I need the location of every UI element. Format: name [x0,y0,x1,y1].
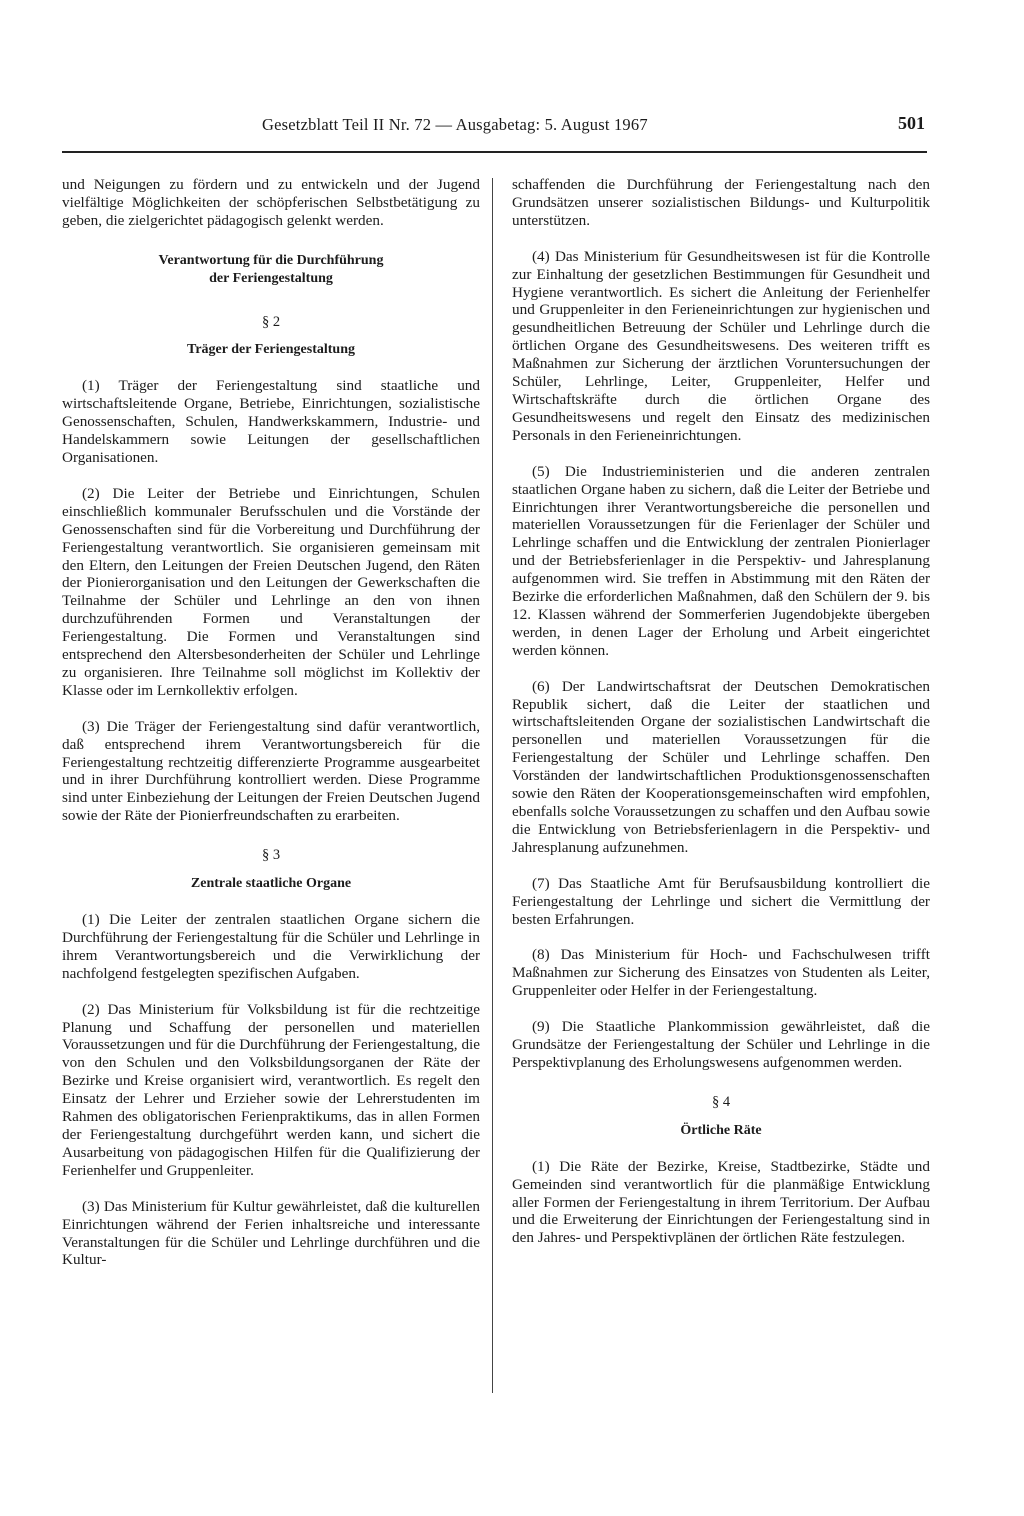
paragraph-3-2: (2) Das Ministerium für Volksbildung ist für die rechtzeitige Planung und Schaffung der personellen und materiellen Voraussetzungen und für die Durchführung der Feriengestaltung, die von den Schulen und den Volksbildungsorganen der Räte der Bezirke und Kreise organisiert wird, verantwortlich. Es regelt den Einsatz der Lehrer und Erzieher sowie der Lehrerstudenten im Rahmen des obligatorischen Ferienpraktikums, das in allen Formen der Feriengestaltung durchgeführt werden kann, und sichert die Ausarbeitung von pädagogischen Hilfen für die Qualifizierung der Ferienhelfer und Gruppenleiter. [62,1000,480,1179]
paragraph-3-3: (3) Das Ministerium für Kultur gewährleistet, daß die kulturellen Einrichtungen während der Ferien inhaltsreiche und interessante Veranstaltungen für die Schüler und Lehrlinge durchführen und die Kultur- [62,1197,480,1269]
paragraph-3-7: (7) Das Staatliche Amt für Berufsausbildung kontrolliert die Feriengestaltung der Lehrlinge und sichert die Vermittlung der besten Erfahrungen. [512,874,930,928]
paragraph-3-9: (9) Die Staatliche Plankommission gewährleistet, daß die Grundsätze der Feriengestaltung der Schüler und Lehrlinge in die Perspektivplanung des Erholungswesens aufgenommen werden. [512,1018,930,1071]
section-number-4: § 4 [711,1093,731,1110]
paragraph-2-2: (2) Die Leiter der Betriebe und Einrichtungen, Schulen einschließlich kommunaler Berufsschulen und die Vorstände der Genossenschaften sind für die Vorbereitung und Durchführung der Feriengestaltung verantwortlich. Sie organisieren gemeinsam mit den Eltern, den Leitungen der Freien Deutschen Jugend, den Räten der Pionierorganisation und den Leitungen der Gewerkschaften die Teilnahme der Schüler und Lehrlinge an den von ihnen durchzuführenden Formen und Veranstaltungen der Feriengestaltung. Die Formen und Veranstaltungen sind entsprechend den Altersbesonderheiten der Schüler und Lehrlinge zu organisieren. Ihre Teilnahme soll möglichst im Kollektiv der Klasse oder im Lernkollektiv erfolgen. [62,484,480,699]
section-heading-line-2: der Feriengestaltung [209,270,333,286]
column-divider [492,178,493,1393]
paragraph-3-5: (5) Die Industrieministerien und die anderen zentralen staatlichen Organe haben zu sichern, daß die Leiter der Betriebe und Einrichtungen ihrer Verantwortungsbereiche die personellen und materiellen Voraussetzungen für die Ferienlager der Schüler und Lehrlinge schaffen und die Entwicklung der zentralen Pionierlager und der Betriebsferienlager in die Perspektiv- und Jahresplanung aufgenommen wird. Sie treffen in Abstimmung mit den Räten der Bezirke die erforderlichen Maßnahmen, daß den Schülern der 9. bis 12. Klassen während der Sommerferien Jugendobjekte übergeben werden, in denen Lager der Erholung und Arbeit eingerichtet werden können. [512,462,930,659]
section-title-4: Örtliche Räte [680,1122,762,1138]
section-heading [62,252,480,288]
paragraph-4-1: (1) Die Räte der Bezirke, Kreise, Stadtbezirke, Städte und Gemeinden sind verantwortlich für die planmäßige Entwicklung aller Formen der Feriengestaltung in ihrem Territorium. Der Aufbau und die Erweiterung der Einrichtungen der Feriengestaltung sind in den Jahres- und Perspektivplänen der örtlichen Räte festzulegen. [512,1157,930,1247]
paragraph-3-6: (6) Der Landwirtschaftsrat der Deutschen Demokratischen Republik sichert, daß die Leiter der staatlichen und wirtschaftsleitenden Organe der sozialistischen Landwirtschaft die personellen und materiellen Voraussetzungen für die Feriengestaltung der Schüler und Lehrlinge schaffen. Den Vorständen der landwirtschaftlichen Produktionsgenossenschaften sowie den Räten der Kooperationsgemeinschaften wird empfohlen, ebenfalls solche Voraussetzungen zu schaffen und den Aufbau sowie die Entwicklung von Betriebsferienlagern in die Perspektiv- und Jahresplanung aufzunehmen. [512,677,930,856]
section-title-2: Träger der Feriengestaltung [187,342,355,358]
section-title-3: Zentrale staatliche Organe [190,876,352,892]
paragraph-3-1: (1) Die Leiter der zentralen staatlichen Organe sichern die Durchführung der Feriengestaltung für die Schüler und Lehrlinge in ihrem Verantwortungsbereich und die Verwirklichung der nachfolgend festgelegten spezifischen Aufgaben. [62,911,480,982]
page-number: 501 [898,113,925,133]
continuation-paragraph: schaffenden die Durchführung der Feriengestaltung nach den Grundsätzen unserer sozialistischen Bildungs- und Kulturpolitik unterstützen. [512,176,930,229]
left-column [62,176,480,1406]
paragraph-2-1: (1) Träger der Feriengestaltung sind staatliche und wirtschaftsleitende Organe, Betriebe, Einrichtungen, sozialistische Genossenschaften, Schulen, Handwerkskammern, Industrie- und Handelskammern sowie Leitungen der gesellschaftlichen Organisationen. [62,377,480,466]
continuation-paragraph: und Neigungen zu fördern und zu entwickeln und der Jugend vielfältige Möglichkeiten der schöpferischen Selbstbetätigung zu geben, die zielgerichtet pädagogisch gelenkt werden. [62,176,480,229]
paragraph-3-4: (4) Das Ministerium für Gesundheitswesen ist für die Kontrolle zur Einhaltung der gesetzlichen Bestimmungen für Gesundheit und Hygiene verantwortlich. Es sichert die Anleitung der Ferienhelfer und Gruppenleiter in den Ferieneinrichtungen zur hygienischen und gesundheitlichen Betreuung der Schüler und Lehrlinge durch die örtlichen Organe des Gesundheitswesens. Des weiteren trifft es Maßnahmen zur Sicherung der ärztlichen Voruntersuchungen der Schüler, Lehrlinge, Leiter, Gruppenleiter, Helfer und Wirtschaftskräfte durch die örtlichen Organe des Gesundheitswesens und regelt den Einsatz des medizinischen Personals in den Ferieneinrichtungen. [512,247,930,444]
running-header-title: Gesetzblatt Teil II Nr. 72 — Ausgabetag: 5. August 1967 [262,115,648,134]
page-header [62,113,927,153]
paragraph-2-3: (3) Die Träger der Feriengestaltung sind dafür verantwortlich, daß entsprechend ihrem Verantwortungsbereich für die Feriengestaltung rechtzeitig differenzierte Programme ausgearbeitet und in ihrer Durchführung kontrolliert werden. Diese Programme sind unter Einbeziehung der Leitungen der Freien Deutschen Jugend sowie der Räte der Pionierfreundschaften zu erarbeiten. [62,717,480,825]
section-heading-line-1: Verantwortung für die Durchführung [158,252,384,268]
section-number-2: § 2 [261,313,281,330]
paragraph-3-8: (8) Das Ministerium für Hoch- und Fachschulwesen trifft Maßnahmen zur Sicherung des Einsatzes von Studenten als Leiter, Gruppenleiter oder Helfer in der Feriengestaltung. [512,946,930,1000]
right-column [512,176,930,1406]
section-number-3: § 3 [261,847,281,864]
